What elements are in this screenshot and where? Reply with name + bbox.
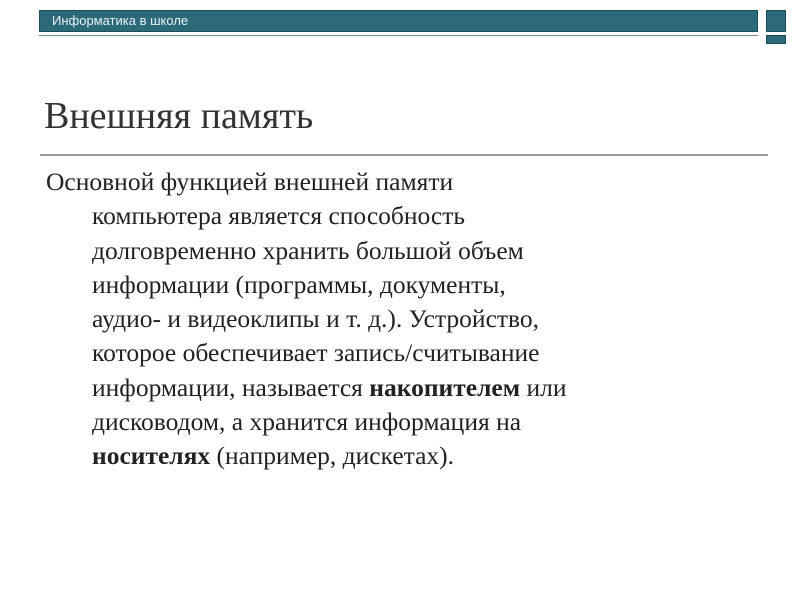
decorative-square-small — [766, 35, 786, 44]
body-line-7 — [46, 371, 766, 405]
body-line-3: долговременно хранить большой объем — [92, 235, 524, 265]
body-line-6: которое обеспечивает запись/считывание — [92, 338, 540, 368]
decorative-square-large — [766, 10, 786, 32]
body-line-4: информации (программы, документы, — [92, 269, 506, 299]
title-underline — [40, 154, 768, 156]
body-line-7-post: или — [520, 372, 567, 402]
header-link[interactable]: www.klyaksa.net — [445, 13, 542, 28]
slide-title: Внешняя память — [44, 95, 314, 137]
header-divider — [39, 35, 758, 36]
body-line-1: Основной функцией внешней памяти — [46, 167, 454, 196]
header-site-name: Информатика в школе — [52, 13, 189, 28]
header-banner — [39, 10, 758, 32]
term-nakopitel: накопителем — [369, 372, 521, 402]
top-bar — [0, 10, 800, 46]
slide-body — [46, 165, 766, 474]
body-line-8: дисководом, а хранится информация на — [92, 407, 522, 437]
body-line-2: компьютера является способность — [92, 201, 465, 231]
body-line-5: аудио- и видеоклипы и т. д.). Устройство, — [92, 304, 540, 334]
body-line-9 — [46, 439, 766, 473]
body-line-9-post: (например, дискетах). — [210, 441, 455, 471]
body-line-7-pre: информации, называется — [92, 372, 370, 402]
term-nositel: носителях — [92, 441, 211, 471]
